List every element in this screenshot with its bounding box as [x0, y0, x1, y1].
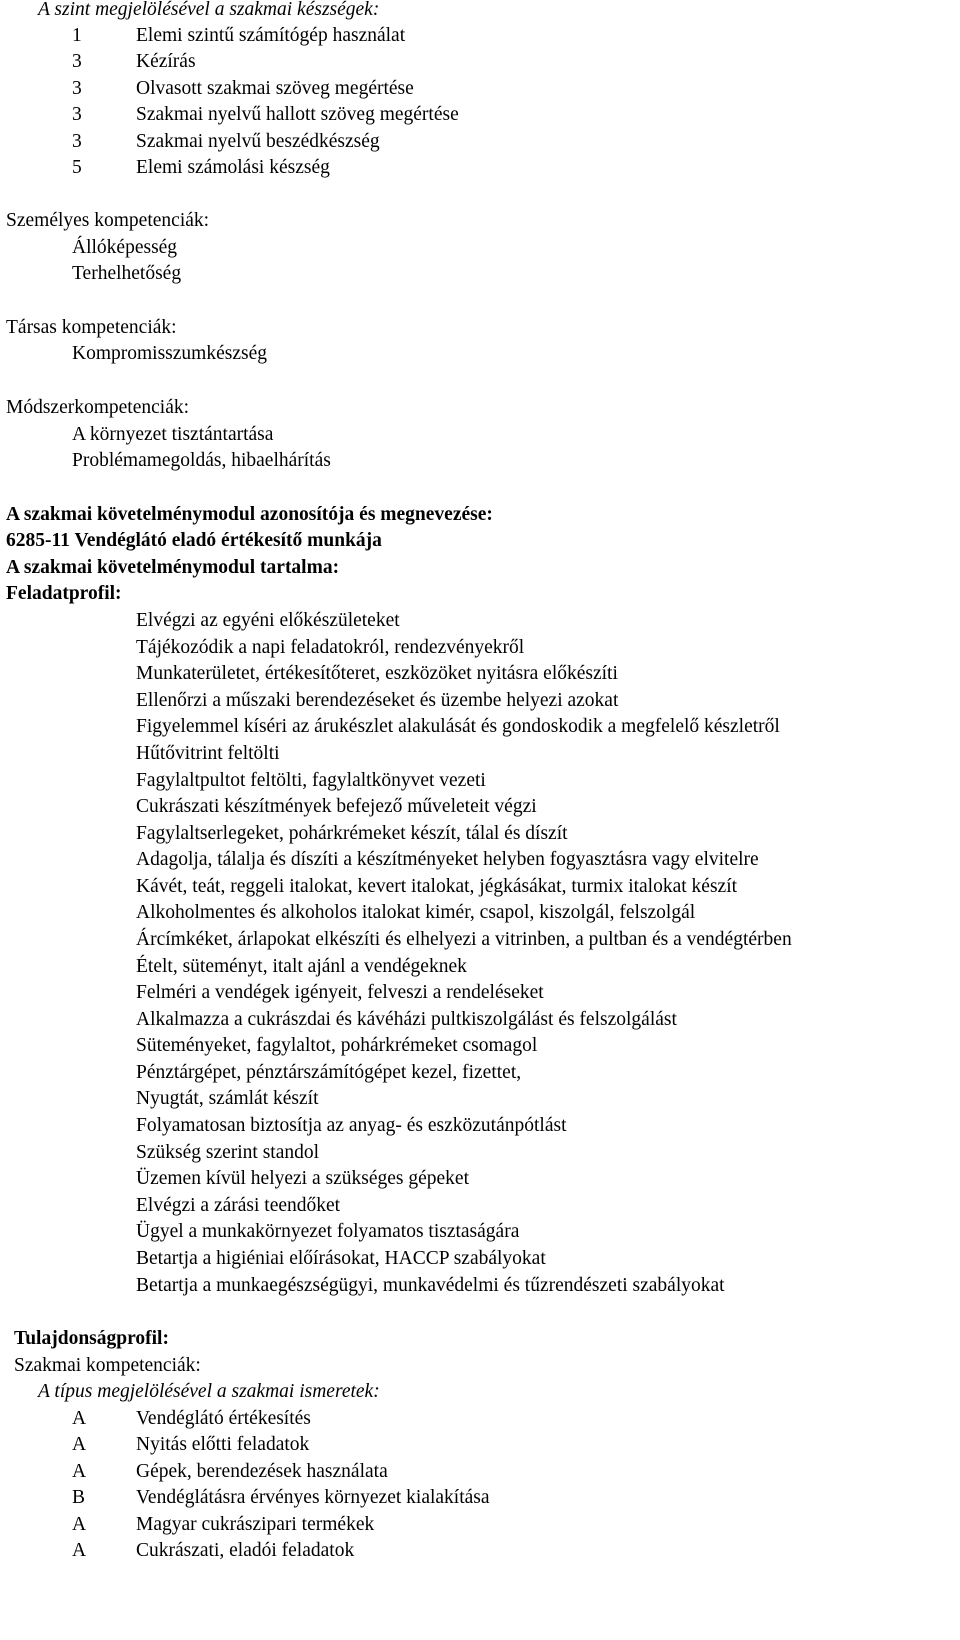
- personal-heading: Személyes kompetenciák:: [6, 210, 210, 231]
- task-item: Betartja a higiéniai előírásokat, HACCP szabályokat: [136, 1248, 546, 1269]
- skill-level: 3: [72, 51, 82, 72]
- task-item: Tájékozódik a napi feladatokról, rendezvényekről: [136, 637, 525, 658]
- skill-text: Elemi szintű számítógép használat: [136, 25, 406, 46]
- task-profile-heading: Feladatprofil:: [6, 583, 122, 604]
- task-item: Süteményeket, fagylaltot, pohárkrémeket csomagol: [136, 1035, 538, 1056]
- knowledge-type: B: [72, 1487, 86, 1508]
- skill-text: Olvasott szakmai szöveg megértése: [136, 78, 414, 99]
- personal-item: Terhelhetőség: [72, 263, 182, 284]
- task-item: Kávét, teát, reggeli italokat, kevert italokat, jégkásákat, turmix italokat készít: [136, 876, 738, 897]
- task-item: Hűtővitrint feltölti: [136, 743, 280, 764]
- skill-text: Kézírás: [136, 51, 196, 72]
- social-heading: Társas kompetenciák:: [6, 317, 177, 338]
- task-item: Üzemen kívül helyezi a szükséges gépeket: [136, 1168, 469, 1189]
- task-item: Alkalmazza a cukrászdai és kávéházi pultkiszolgálást és felszolgálást: [136, 1009, 677, 1030]
- task-item: Ügyel a munkakörnyezet folyamatos tisztaságára: [136, 1221, 520, 1242]
- knowledge-text: Vendéglátásra érvényes környezet kialakítása: [136, 1487, 490, 1508]
- skill-levels-heading: A szint megjelölésével a szakmai készségek:: [38, 0, 380, 20]
- task-item: Árcímkéket, árlapokat elkészíti és elhelyezi a vitrinben, a pultban és a vendégtérben: [136, 929, 792, 950]
- skill-level: 3: [72, 104, 82, 125]
- knowledge-type-heading: A típus megjelölésével a szakmai ismeretek:: [38, 1381, 380, 1402]
- task-item: Ételt, süteményt, italt ajánl a vendégeknek: [136, 956, 467, 977]
- knowledge-type: A: [72, 1408, 87, 1429]
- task-item: Ellenőrzi a műszaki berendezéseket és üzembe helyezi azokat: [136, 690, 619, 711]
- task-item: Figyelemmel kíséri az árukészlet alakulását és gondoskodik a megfelelő készletről: [136, 716, 780, 737]
- skill-level: 3: [72, 78, 82, 99]
- skill-level: 5: [72, 157, 82, 178]
- skill-text: Szakmai nyelvű beszédkészség: [136, 131, 380, 152]
- knowledge-text: Magyar cukrászipari termékek: [136, 1514, 375, 1535]
- knowledge-type: A: [72, 1434, 87, 1455]
- module-id-value: 6285-11 Vendéglátó eladó értékesítő munkája: [6, 530, 382, 551]
- task-item: Elvégzi az egyéni előkészületeket: [136, 610, 400, 631]
- task-item: Munkaterületet, értékesítőteret, eszközöket nyitásra előkészíti: [136, 663, 618, 684]
- task-item: Cukrászati készítmények befejező műveleteit végzi: [136, 796, 537, 817]
- task-item: Alkoholmentes és alkoholos italokat kimér, csapol, kiszolgál, felszolgál: [136, 902, 696, 923]
- knowledge-text: Cukrászati, eladói feladatok: [136, 1540, 355, 1561]
- knowledge-type: A: [72, 1540, 87, 1561]
- skill-text: Elemi számolási készség: [136, 157, 330, 178]
- task-item: Betartja a munkaegészségügyi, munkavédelmi és tűzrendészeti szabályokat: [136, 1275, 725, 1296]
- skill-level: 3: [72, 131, 82, 152]
- task-item: Felméri a vendégek igényeit, felveszi a rendeléseket: [136, 982, 544, 1003]
- skill-text: Szakmai nyelvű hallott szöveg megértése: [136, 104, 459, 125]
- task-item: Adagolja, tálalja és díszíti a készítményeket helyben fogyasztásra vagy elvitelre: [136, 849, 759, 870]
- task-item: Folyamatosan biztosítja az anyag- és eszközutánpótlást: [136, 1115, 567, 1136]
- methodical-item: A környezet tisztántartása: [72, 424, 274, 445]
- task-item: Nyugtát, számlát készít: [136, 1088, 319, 1109]
- task-item: Fagylaltpultot feltölti, fagylaltkönyvet vezeti: [136, 770, 486, 791]
- knowledge-type: A: [72, 1514, 87, 1535]
- task-item: Fagylaltserlegeket, pohárkrémeket készít, tálal és díszít: [136, 823, 568, 844]
- task-item: Elvégzi a zárási teendőket: [136, 1195, 341, 1216]
- knowledge-text: Nyitás előtti feladatok: [136, 1434, 310, 1455]
- personal-item: Állóképesség: [72, 237, 178, 258]
- knowledge-text: Gépek, berendezések használata: [136, 1461, 388, 1482]
- knowledge-type: A: [72, 1461, 87, 1482]
- module-content-heading: A szakmai követelménymodul tartalma:: [6, 557, 340, 578]
- module-id-heading: A szakmai követelménymodul azonosítója és megnevezése:: [6, 504, 493, 525]
- methodical-heading: Módszerkompetenciák:: [6, 397, 190, 418]
- task-item: Pénztárgépet, pénztárszámítógépet kezel, fizettet,: [136, 1062, 522, 1083]
- skill-level: 1: [72, 25, 82, 46]
- property-profile-heading: Tulajdonságprofil:: [14, 1328, 169, 1349]
- task-item: Szükség szerint standol: [136, 1142, 320, 1163]
- methodical-item: Problémamegoldás, hibaelhárítás: [72, 450, 331, 471]
- social-item: Kompromisszumkészség: [72, 343, 267, 364]
- knowledge-text: Vendéglátó értékesítés: [136, 1408, 311, 1429]
- professional-competences-heading: Szakmai kompetenciák:: [14, 1355, 201, 1376]
